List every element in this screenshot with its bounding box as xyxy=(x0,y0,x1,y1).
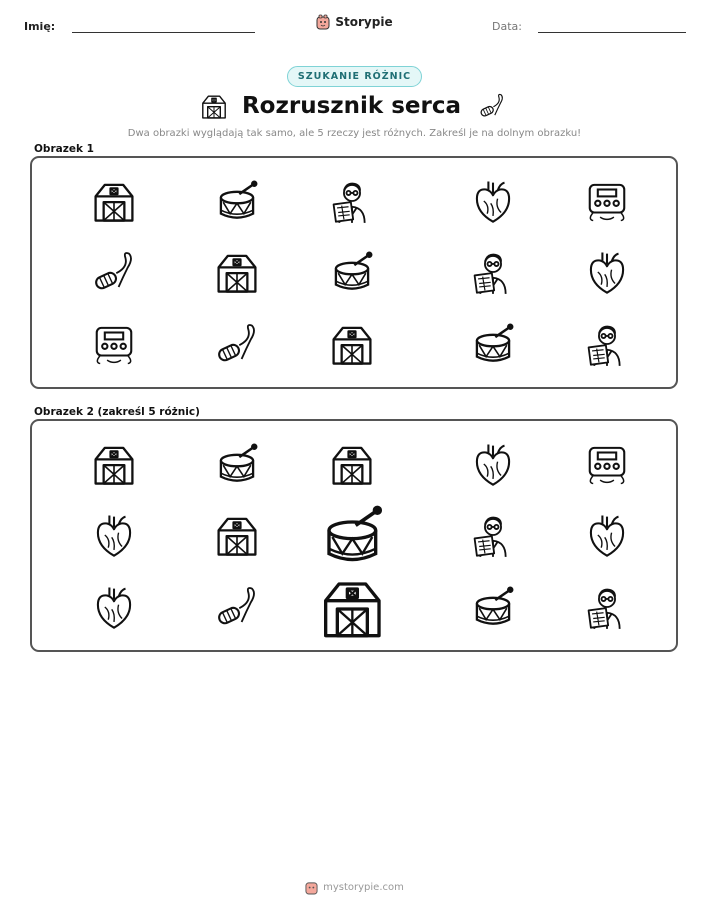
storypie-mascot-icon xyxy=(316,14,330,30)
instructions: Dwa obrazki wyglądają tak samo, ale 5 rzeczy jest różnych. Zakreśl je na dolnym obrazku! xyxy=(127,128,582,139)
picture-1-item-13 xyxy=(329,321,375,367)
picture-2-item-6[interactable] xyxy=(91,512,137,558)
picture-2-item-10[interactable] xyxy=(584,512,630,558)
barn-icon xyxy=(329,441,375,487)
heart-icon xyxy=(91,584,137,630)
panel2-label: Obrazek 2 (zakreśl 5 różnic) xyxy=(34,406,200,418)
picture-2-item-9[interactable] xyxy=(470,512,516,558)
picture-2-item-1[interactable] xyxy=(91,441,137,487)
drum-icon xyxy=(214,441,260,487)
barn-icon xyxy=(200,92,228,120)
picture-2-item-12[interactable] xyxy=(214,584,260,630)
picture-1-item-10 xyxy=(584,249,630,295)
doctor-icon xyxy=(470,512,516,558)
picture-1-item-4 xyxy=(470,178,516,224)
picture-2-item-3[interactable] xyxy=(329,441,375,487)
heart-icon xyxy=(91,512,137,558)
picture-1-item-8 xyxy=(329,249,375,295)
picture-2-item-13[interactable] xyxy=(319,574,386,641)
picture-2-item-2[interactable] xyxy=(214,441,260,487)
heart-icon xyxy=(470,441,516,487)
picture-1-item-5 xyxy=(584,178,630,224)
picture-1-item-1 xyxy=(91,178,137,224)
name-label: Imię: xyxy=(24,20,56,33)
picture-1-panel xyxy=(30,156,678,389)
picture-1-item-14 xyxy=(470,321,516,367)
doctor-icon xyxy=(470,249,516,295)
drum-icon xyxy=(319,502,386,569)
page-title: Rozrusznik serca xyxy=(241,93,462,119)
picture-2-item-14[interactable] xyxy=(470,584,516,630)
pacemaker-lead-icon xyxy=(475,92,509,120)
picture-2-item-5[interactable] xyxy=(584,441,630,487)
barn-icon xyxy=(91,441,137,487)
picture-1-item-9 xyxy=(470,249,516,295)
pacemaker-icon xyxy=(584,441,630,487)
picture-1-item-2 xyxy=(214,178,260,224)
name-line[interactable] xyxy=(72,32,255,33)
heart-icon xyxy=(584,249,630,295)
date-label: Data: xyxy=(492,20,522,33)
heart-icon xyxy=(470,178,516,224)
picture-2-item-7[interactable] xyxy=(214,512,260,558)
picture-2-item-4[interactable] xyxy=(470,441,516,487)
lead-icon xyxy=(214,584,260,630)
doctor-icon xyxy=(584,584,630,630)
worksheet-type-badge: SZUKANIE RÓŻNIC xyxy=(287,66,422,87)
picture-2-item-11[interactable] xyxy=(91,584,137,630)
picture-1-item-3 xyxy=(329,178,375,224)
lead-icon xyxy=(214,321,260,367)
storypie-mascot-icon xyxy=(305,880,318,895)
panel1-label: Obrazek 1 xyxy=(34,143,94,155)
picture-1-item-7 xyxy=(214,249,260,295)
brand-logo xyxy=(0,14,709,30)
drum-icon xyxy=(470,584,516,630)
drum-icon xyxy=(329,249,375,295)
heart-icon xyxy=(584,512,630,558)
picture-2-item-8[interactable] xyxy=(319,502,386,569)
picture-1-item-6 xyxy=(91,249,137,295)
barn-icon xyxy=(319,574,386,641)
brand-name: Storypie xyxy=(335,15,393,29)
barn-icon xyxy=(214,249,260,295)
picture-2-item-15[interactable] xyxy=(584,584,630,630)
barn-icon xyxy=(91,178,137,224)
pacemaker-icon xyxy=(91,321,137,367)
pacemaker-icon xyxy=(584,178,630,224)
barn-icon xyxy=(214,512,260,558)
drum-icon xyxy=(214,178,260,224)
picture-1-item-11 xyxy=(91,321,137,367)
lead-icon xyxy=(91,249,137,295)
footer-url[interactable]: mystorypie.com xyxy=(323,882,404,893)
picture-1-item-12 xyxy=(214,321,260,367)
picture-1-item-15 xyxy=(584,321,630,367)
drum-icon xyxy=(470,321,516,367)
footer xyxy=(0,880,709,895)
doctor-icon xyxy=(329,178,375,224)
doctor-icon xyxy=(584,321,630,367)
barn-icon xyxy=(329,321,375,367)
date-line[interactable] xyxy=(538,32,686,33)
picture-2-panel[interactable] xyxy=(30,419,678,652)
